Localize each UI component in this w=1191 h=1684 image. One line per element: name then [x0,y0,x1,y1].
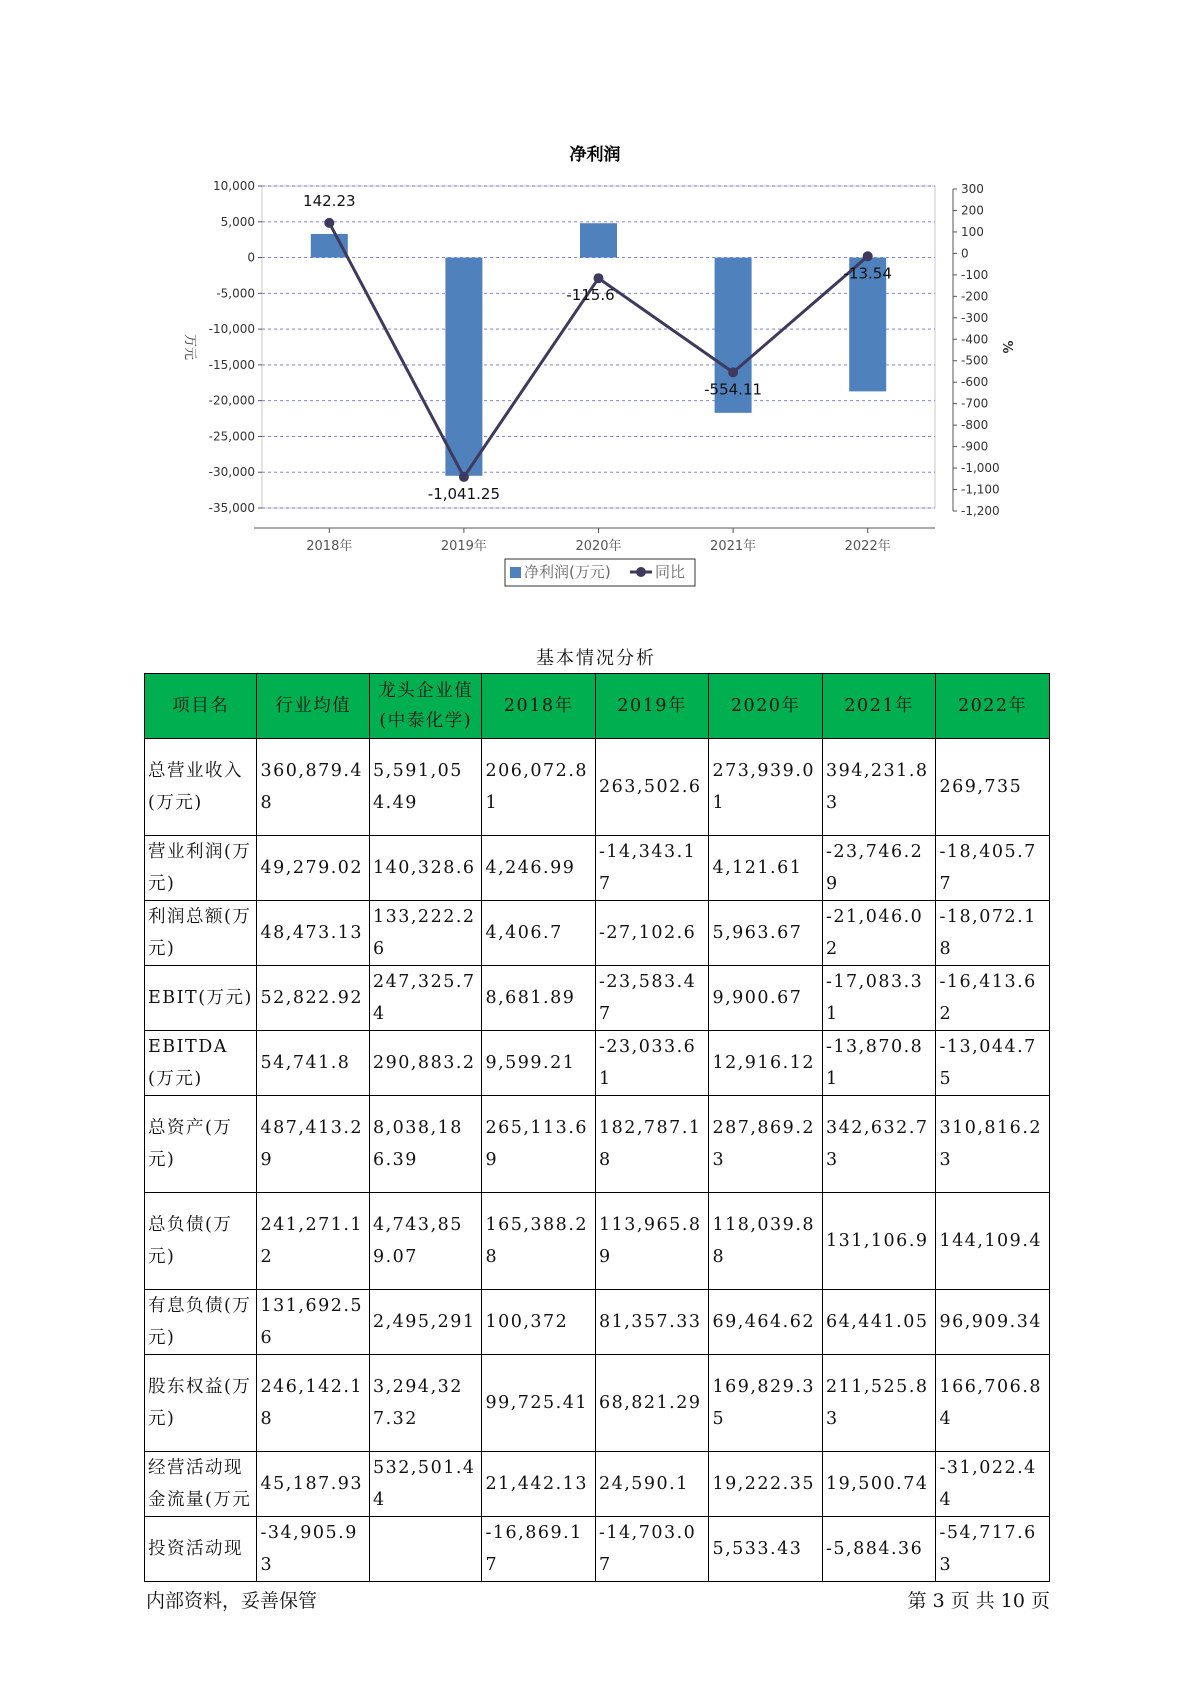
table-cell: -14,703.07 [595,1517,709,1582]
net-profit-bar [445,258,482,476]
table-cell: -16,869.17 [482,1517,596,1582]
right-tick-label: -800 [961,418,989,433]
table-cell: -18,072.18 [936,901,1050,966]
x-tick-label: 2021年 [710,539,757,554]
right-tick-label: 300 [961,182,984,196]
row-label-cell: 总营业收入(万元) [145,739,257,836]
legend-line-marker [636,567,646,577]
right-tick-label: -400 [961,332,989,347]
right-axis-title: % [999,340,1014,354]
table-cell: -27,102.6 [595,901,709,966]
table-cell: 24,590.1 [595,1452,709,1517]
table-cell: -21,046.02 [822,901,936,966]
table-row [145,966,1050,1031]
table-cell: 269,735 [936,739,1050,836]
table-cell: 9,599.21 [482,1031,596,1096]
table-cell [369,1517,481,1582]
left-tick-label: -5,000 [216,286,255,301]
right-tick-label: -200 [961,289,989,304]
table-cell: 113,965.89 [595,1193,709,1290]
table-cell: 4,406.7 [482,901,596,966]
table-cell: 144,109.4 [936,1193,1050,1290]
chart-legend [505,559,695,586]
table-header-cell: 2019年 [595,674,709,739]
x-tick-label: 2022年 [844,539,891,554]
left-tick-label: 5,000 [220,214,255,229]
left-tick-label: -15,000 [208,357,255,372]
table-header-cell: 2018年 [482,674,596,739]
yoy-point [728,367,738,377]
table-caption: 基本情况分析 [536,648,656,669]
table-row [145,1517,1050,1582]
table-row [145,1290,1050,1355]
legend-line-label: 同比 [655,563,686,581]
table-header-cell: 项目名 [145,674,257,739]
table-cell: 21,442.13 [482,1452,596,1517]
row-label-cell: 利润总额(万元) [145,901,257,966]
table-cell: -5,884.36 [822,1517,936,1582]
legend-bar-label: 净利润(万元) [524,563,611,581]
table-header-row [145,674,1050,739]
table-cell: 165,388.28 [482,1193,596,1290]
table-cell: -18,405.77 [936,836,1050,901]
right-tick-label: 0 [961,246,969,261]
table-row [145,1452,1050,1517]
yoy-label: -1,041.25 [427,484,501,503]
net-profit-chart [0,0,1191,600]
table-cell: 68,821.29 [595,1355,709,1452]
row-label-cell: 总资产(万元) [145,1096,257,1193]
table-cell: 48,473.13 [257,901,369,966]
table-header-cell: 行业均值 [257,674,369,739]
table-row [145,1193,1050,1290]
table-cell: -34,905.93 [257,1517,369,1582]
row-label-cell: 投资活动现 [145,1517,257,1582]
footer-confidential: 内部资料，妥善保管 [146,1590,318,1612]
table-cell: 5,963.67 [709,901,823,966]
table-row [145,901,1050,966]
table-cell: 263,502.6 [595,739,709,836]
right-tick-label: -100 [961,267,989,282]
left-axis-title: 万元 [182,333,197,361]
table-cell: 81,357.33 [595,1290,709,1355]
right-tick-label: -600 [961,375,989,390]
right-tick-label: -1,100 [961,482,1000,497]
row-label-cell: EBITDA(万元) [145,1031,257,1096]
left-tick-label: -20,000 [208,393,255,408]
table-cell: -17,083.31 [822,966,936,1031]
left-tick-label: -10,000 [208,322,255,337]
table-cell: 182,787.18 [595,1096,709,1193]
yoy-label: -554.11 [704,380,763,399]
table-header-cell: 龙头企业值(中泰化学) [369,674,481,739]
table-cell: 45,187.93 [257,1452,369,1517]
table-cell: 273,939.01 [709,739,823,836]
table-cell: 247,325.74 [369,966,481,1031]
table-cell: -23,746.29 [822,836,936,901]
table-header-cell: 2021年 [822,674,936,739]
table-cell: -13,870.81 [822,1031,936,1096]
yoy-label: 142.23 [303,191,356,210]
right-tick-label: -900 [961,439,989,454]
table-cell: -54,717.63 [936,1517,1050,1582]
yoy-point [863,251,873,261]
table-cell: 4,246.99 [482,836,596,901]
table-row [145,1096,1050,1193]
row-label-cell: 有息负债(万元) [145,1290,257,1355]
table-cell: 19,222.35 [709,1452,823,1517]
table-cell: 169,829.35 [709,1355,823,1452]
right-tick-label: -1,000 [961,461,1000,476]
table-cell: -23,033.61 [595,1031,709,1096]
row-label-cell: 经营活动现金流量(万元 [145,1452,257,1517]
table-cell: 118,039.88 [709,1193,823,1290]
right-tick-label: -1,200 [961,504,1000,518]
x-tick-label: 2020年 [575,539,622,554]
table-header-cell: 2020年 [709,674,823,739]
table-cell: 290,883.2 [369,1031,481,1096]
right-tick-label: -500 [961,353,989,368]
row-label-cell: 总负债(万元) [145,1193,257,1290]
table-row [145,836,1050,901]
table-cell: 49,279.02 [257,836,369,901]
table-cell: 5,533.43 [709,1517,823,1582]
table-cell: 211,525.83 [822,1355,936,1452]
x-tick-label: 2018年 [306,539,353,554]
table-cell: 133,222.26 [369,901,481,966]
left-tick-label: -35,000 [208,501,255,515]
left-tick-label: -30,000 [208,465,255,480]
row-label-cell: 股东权益(万元) [145,1355,257,1452]
left-tick-label: 10,000 [213,179,255,193]
chart-title: 净利润 [569,145,621,165]
table-cell: 99,725.41 [482,1355,596,1452]
table-row [145,1031,1050,1096]
yoy-point [459,472,469,482]
table-cell: 166,706.84 [936,1355,1050,1452]
footer-page-number: 第 3 页 共 10 页 [907,1590,1050,1612]
table-cell: 9,900.67 [709,966,823,1031]
table-header-cell: 2022年 [936,674,1050,739]
right-tick-label: -300 [961,310,989,325]
table-cell: 5,591,054.49 [369,739,481,836]
table-cell: -14,343.17 [595,836,709,901]
table-cell: 394,231.83 [822,739,936,836]
yoy-line [329,223,867,477]
table-cell: 19,500.74 [822,1452,936,1517]
row-label-cell: EBIT(万元) [145,966,257,1031]
legend-bar-swatch [510,567,521,578]
table-cell: 532,501.44 [369,1452,481,1517]
yoy-point [594,273,604,283]
table-cell: 241,271.12 [257,1193,369,1290]
yoy-point [324,218,334,228]
left-tick-label: 0 [247,250,255,265]
left-tick-label: -25,000 [208,429,255,444]
table-cell: -16,413.62 [936,966,1050,1031]
table-cell: 3,294,327.32 [369,1355,481,1452]
table-cell: 54,741.8 [257,1031,369,1096]
table-cell: 140,328.6 [369,836,481,901]
table-row [145,1355,1050,1452]
table-cell: -13,044.75 [936,1031,1050,1096]
table-cell: -23,583.47 [595,966,709,1031]
table-cell: 342,632.73 [822,1096,936,1193]
table-cell: 100,372 [482,1290,596,1355]
table-cell: 131,692.56 [257,1290,369,1355]
table-cell: 206,072.81 [482,739,596,836]
yoy-label: -13.54 [843,264,892,283]
table-cell: -31,022.44 [936,1452,1050,1517]
table-cell: 2,495,291 [369,1290,481,1355]
table-cell: 52,822.92 [257,966,369,1031]
net-profit-bar [580,223,617,257]
table-cell: 131,106.9 [822,1193,936,1290]
table-cell: 96,909.34 [936,1290,1050,1355]
table-cell: 8,038,186.39 [369,1096,481,1193]
right-tick-label: -700 [961,396,989,411]
table-cell: 4,743,859.07 [369,1193,481,1290]
basic-analysis-table [144,673,1050,1582]
table-cell: 64,441.05 [822,1290,936,1355]
table-cell: 310,816.23 [936,1096,1050,1193]
table-row [145,739,1050,836]
table-cell: 69,464.62 [709,1290,823,1355]
table-cell: 246,142.18 [257,1355,369,1452]
table-cell: 265,113.69 [482,1096,596,1193]
table-cell: 487,413.29 [257,1096,369,1193]
yoy-label: -115.6 [566,286,615,305]
table-cell: 4,121.61 [709,836,823,901]
right-tick-label: 200 [961,203,984,218]
x-tick-label: 2019年 [440,539,487,554]
table-cell: 12,916.12 [709,1031,823,1096]
table-cell: 8,681.89 [482,966,596,1031]
table-cell: 360,879.48 [257,739,369,836]
row-label-cell: 营业利润(万元) [145,836,257,901]
right-tick-label: 100 [961,224,984,239]
table-cell: 287,869.23 [709,1096,823,1193]
